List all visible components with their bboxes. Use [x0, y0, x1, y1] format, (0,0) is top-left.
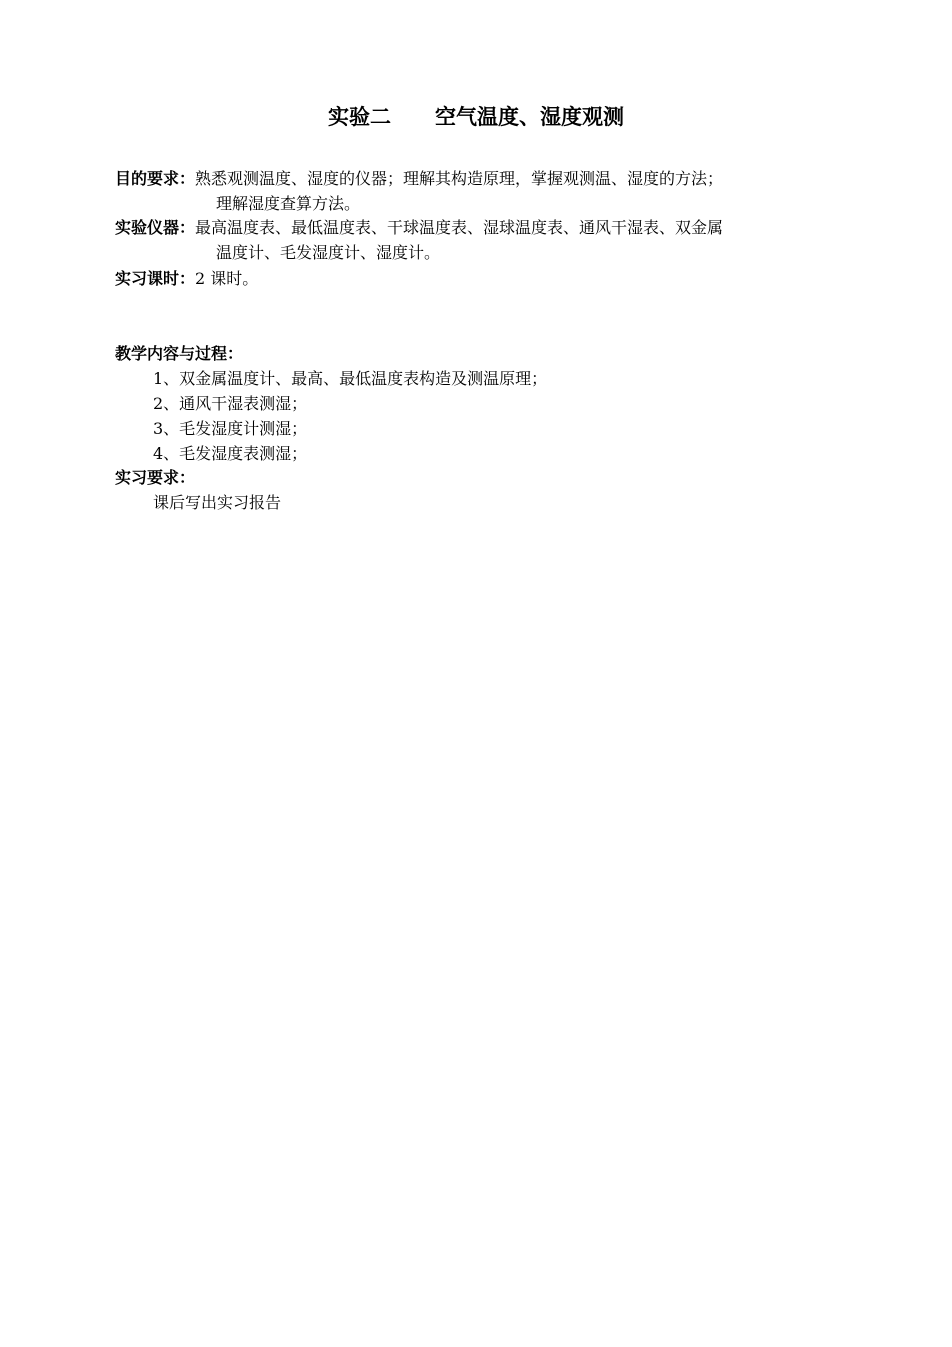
- instruments-text-line-2: 温度计、毛发湿度计、湿度计。: [216, 243, 441, 262]
- hours-label: 实习课时：: [115, 269, 196, 288]
- requirements-heading: 实习要求：: [115, 468, 196, 487]
- hours-value: 2 课时。: [195, 269, 259, 288]
- objective-label: 目的要求：: [115, 169, 196, 188]
- hours-row: [115, 266, 258, 291]
- requirements-text: 课后写出实习报告: [153, 493, 282, 512]
- content-item: 4、毛发湿度表测湿；: [153, 444, 308, 463]
- objective-row: [115, 166, 723, 191]
- instruments-text-line-1: 最高温度表、最低温度表、干球温度表、湿球温度表、通风干湿表、双金属: [195, 218, 724, 237]
- objective-text-line-2: 理解湿度查算方法。: [216, 194, 361, 213]
- instruments-label: 实验仪器：: [115, 218, 196, 237]
- title-part-2: 空气温度、湿度观测: [435, 104, 624, 129]
- content-item: 1、双金属温度计、最高、最低温度表构造及测温原理；: [153, 369, 548, 388]
- content-heading: 教学内容与过程：: [115, 344, 244, 363]
- objective-text-line-1: 熟悉观测温度、湿度的仪器；理解其构造原理，掌握观测温、湿度的方法；: [195, 169, 724, 188]
- instruments-row: [115, 215, 723, 240]
- title-part-1: 实验二: [328, 104, 391, 129]
- page-title: [0, 101, 952, 133]
- content-item: 2、通风干湿表测湿；: [153, 394, 308, 413]
- content-item: 3、毛发湿度计测湿；: [153, 419, 308, 438]
